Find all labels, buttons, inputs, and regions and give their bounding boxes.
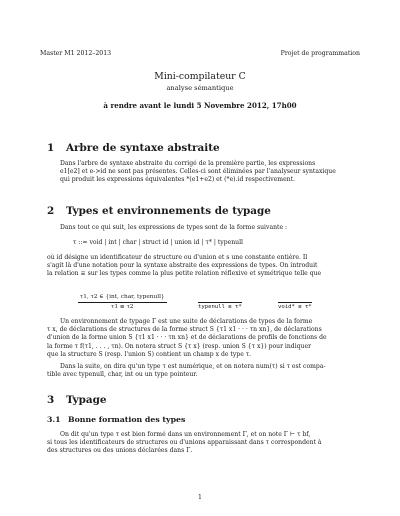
grammar-text: τ ::= void | int | char | struct id | union id | τ* | typenull — [73, 239, 243, 246]
section-1-heading — [47, 142, 220, 154]
text-line: la forme τ f(τ1, . . . , τn). On notera struct S {τ x} (resp. union S {τ x}) pour indiquer — [47, 342, 311, 350]
subsection-title: Bonne formation des types — [68, 415, 186, 424]
section-3-heading — [47, 394, 107, 406]
text-line: Un environnement de typage Γ est une suite de déclarations de types de la forme — [60, 318, 313, 325]
text-line: On dit qu'un type τ est bien formé dans un environnement Γ, et on note Γ ⊢ τ bf, — [60, 431, 311, 438]
text-line: Dans tout ce qui suit, les expressions de types sont de la forme suivante : — [60, 224, 288, 231]
inference-rule — [78, 294, 167, 310]
section-number: 2 — [47, 205, 55, 217]
section-title: Types et environnements de typage — [66, 205, 271, 217]
document-subtitle: analyse sémantique — [166, 84, 234, 92]
page-number: 1 — [198, 494, 202, 501]
inference-rule — [198, 294, 242, 310]
rule-premise — [278, 294, 312, 303]
section-2-intro — [60, 224, 350, 232]
section-2-paragraph — [47, 254, 350, 279]
section-1-paragraph — [60, 160, 350, 185]
type-grammar — [73, 239, 243, 246]
rule-premise — [198, 294, 242, 303]
text-line: tible avec typenull, char, int ou un type pointeur. — [47, 371, 198, 379]
section-number: 3 — [47, 394, 55, 406]
text-line: qui produit les expressions équivalentes *(e1+e2) et (*e).id respectivement. — [60, 176, 295, 184]
text-line: la relation ≡ sur les types comme la plus petite relation réflexive et symétrique telle que — [47, 270, 322, 278]
rule-premise: τ1, τ2 ∈ {int, char, typenull} — [78, 294, 167, 303]
numeric-paragraph — [47, 363, 350, 379]
rule-conclusion: typenull ≡ τ* — [198, 304, 242, 310]
subsection-number: 3.1 — [47, 415, 61, 424]
header-course: Master M1 2012–2013 — [40, 50, 112, 57]
subsection-3-1-heading — [47, 415, 185, 424]
text-line: des structures ou des unions déclarées dans Γ. — [47, 447, 193, 455]
text-line: Dans la suite, on dira qu'un type τ est numérique, et on notera num(τ) si τ est compa- — [60, 363, 326, 370]
text-line: où id désigne un identificateur de structure ou d'union et s une constante entière. Il — [47, 254, 308, 261]
rule-conclusion: τ1 ≡ τ2 — [111, 304, 134, 310]
deadline: à rendre avant le lundi 5 Novembre 2012, 17h00 — [103, 101, 297, 110]
text-line: Dans l'arbre de syntaxe abstraite du corrigé de la première partie, les expressions — [60, 160, 316, 167]
document-title: Mini-compilateur C — [154, 71, 246, 82]
section-title: Arbre de syntaxe abstraite — [66, 142, 220, 154]
text-line: si tous les identificateurs de structures ou d'unions apparaissant dans τ correspondent à — [47, 439, 322, 447]
section-3-1-paragraph — [47, 431, 350, 456]
text-line: e1[e2] et e->id ne sont pas présentes. Celles-ci sont éliminées par l'analyseur syntaxique — [60, 168, 336, 176]
section-title: Typage — [66, 394, 107, 406]
inference-rule — [278, 294, 312, 310]
text-line: τ x, de déclarations de structures de la forme struct S {τ1 x1 · · · τn xn}, de déclarations — [47, 326, 322, 334]
section-number: 1 — [47, 142, 55, 154]
environment-paragraph — [47, 318, 350, 359]
rule-conclusion: void* ≡ τ* — [278, 304, 312, 310]
text-line: d'union de la forme union S {τ1 x1 · · · τn xn} et de déclarations de profils de fonctions de — [47, 334, 327, 342]
section-2-heading — [47, 205, 271, 217]
text-line: que la structure S (resp. l'union S) contient un champ x de type τ. — [47, 350, 252, 358]
text-line: s'agit là d'une notation pour la syntaxe abstraite des expressions de types. On introduit — [47, 262, 318, 270]
header-project: Projet de programmation — [280, 50, 360, 57]
page-header — [40, 50, 360, 57]
